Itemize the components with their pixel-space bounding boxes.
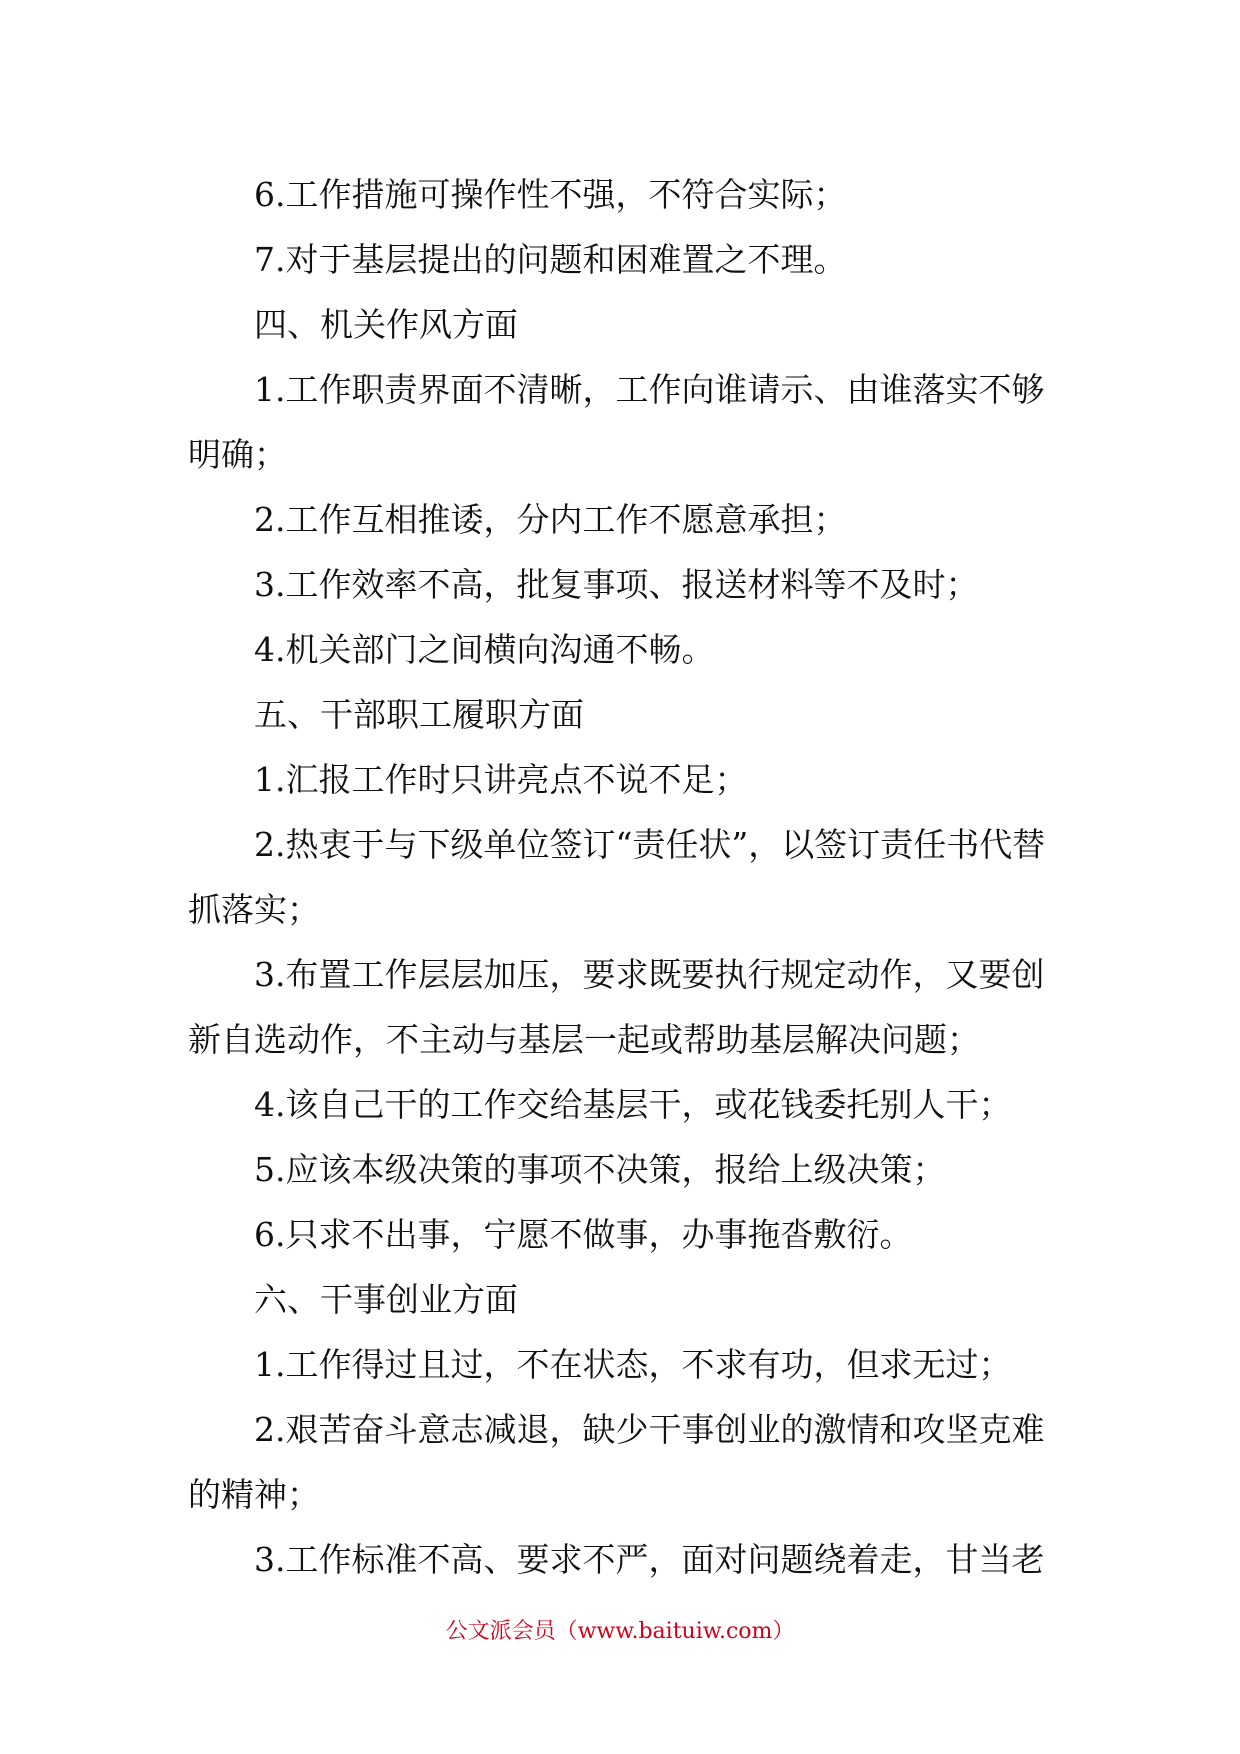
paragraph-item: 3.工作效率不高，批复事项、报送材料等不及时； (254, 565, 979, 604)
paragraph-item: 1.工作职责界面不清晰，工作向谁请示、由谁落实不够明确； (188, 370, 1045, 474)
paragraph-item: 2.艰苦奋斗意志减退，缺少干事创业的激情和攻坚克难的精神； (188, 1410, 1045, 1514)
paragraph-item: 5.应该本级决策的事项不决策，报给上级决策； (254, 1150, 946, 1189)
section-heading: 六、干事创业方面 (254, 1280, 518, 1319)
paragraph-item: 2.热衷于与下级单位签订“责任状”，以签订责任书代替抓落实； (188, 825, 1046, 929)
paragraph-item: 7.对于基层提出的问题和困难置之不理。 (254, 240, 847, 279)
paragraph-item: 6.只求不出事，宁愿不做事，办事拖沓敷衍。 (254, 1215, 913, 1254)
footer-watermark: 公文派会员（www.baituiw.com） (445, 1619, 795, 1644)
paragraph-item: 1.汇报工作时只讲亮点不说不足； (254, 760, 748, 799)
section-heading: 五、干部职工履职方面 (254, 695, 584, 734)
paragraph-item: 6.工作措施可操作性不强，不符合实际； (254, 175, 847, 214)
section-heading: 四、机关作风方面 (254, 305, 518, 344)
paragraph-item: 2.工作互相推诿，分内工作不愿意承担； (254, 500, 847, 539)
paragraph-item: 3.布置工作层层加压，要求既要执行规定动作，又要创新自选动作，不主动与基层一起或帮助基层解决问题； (188, 955, 1045, 1059)
paragraph-item: 1.工作得过且过，不在状态，不求有功，但求无过； (254, 1345, 1012, 1384)
paragraph-item: 4.该自己干的工作交给基层干，或花钱委托别人干； (254, 1085, 1012, 1124)
document-body (188, 162, 1058, 1592)
paragraph-item: 4.机关部门之间横向沟通不畅。 (254, 630, 715, 669)
paragraph-item: 3.工作标准不高、要求不严，面对问题绕着走，甘当老 (254, 1540, 1045, 1579)
